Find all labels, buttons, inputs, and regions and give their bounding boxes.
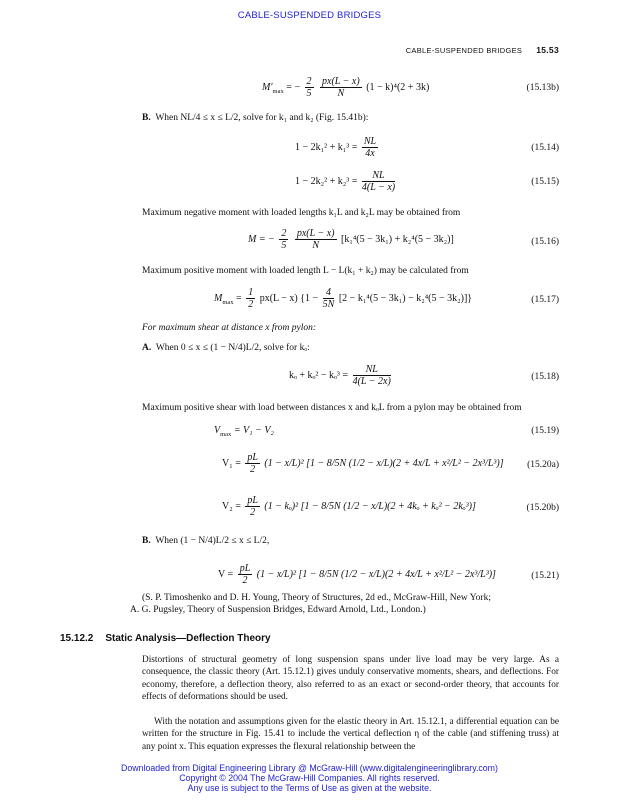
equation-15-19: $V_{max} = V_1 - V_2$ [214, 425, 274, 438]
footer-download-line: Downloaded from Digital Engineering Library @ McGraw-Hill (www.digitalengineeringlibrary.com) [121, 763, 498, 773]
page-number: 15.53 [536, 45, 559, 55]
equation-number: (15.18) [531, 372, 559, 382]
body-paragraph: Distortions of structural geometry of long suspension spans under live load may be very large. As a consequence, the classic theory (Art. 15.12.1) gives unduly conservative moments, shears, and deflections. For economy, therefore, a deflection theory, also referred to as an exact or second-order theory, that accounts for effects of deformations should be used. [142, 655, 559, 702]
references [142, 592, 559, 605]
equation-number: (15.21) [531, 571, 559, 581]
equation-number: (15.20b) [526, 503, 559, 513]
case-b1-line: B. When NL/4 ≤ x ≤ L/2, solve for k₁ and k₂ (Fig. 15.41b): [142, 113, 369, 123]
body-paragraph: With the notation and assumptions given for the elastic theory in Art. 15.12.1, a differential equation can be written for the structure in Fig. 15.41 to include the vertical deflection η of the cable (and stiffening truss) at any point x. This equation expresses the flexural relationship between the [142, 717, 559, 752]
equation-number: (15.15) [531, 177, 559, 187]
running-head [406, 45, 559, 55]
positive-moment-text: Maximum positive moment with loaded length L − L(k₁ + k₂) may be calculated from [142, 266, 469, 276]
footer-copyright-line: Copyright © 2004 The McGraw-Hill Companies. All rights reserved. [179, 773, 440, 783]
section-number: 15.12.2 [60, 633, 94, 644]
case-a-line: A. When 0 ≤ x ≤ (1 − N/4)L/2, solve for kₒ: [142, 343, 310, 353]
equation-15-20b: V₂ = $\frac{pL}{2}$ (1 − kₒ)² [1 − 8/5N (1/2 − x/L)(2 + 4kₒ + kₒ² − 2kₒ³)] [222, 495, 476, 518]
footer-terms-line: Any use is subject to the Terms of Use as given at the website. [187, 783, 432, 793]
equation-15-21: V = $\frac{pL}{2}$ (1 − x/L)² [1 − 8/5N (1/2 − x/L)(2 + 4x/L + x²/L² − 2x³/L³)] [218, 563, 496, 586]
reference-line: (S. P. Timoshenko and D. H. Young, Theory of Structures, 2d ed., McGraw-Hill, New York; [142, 593, 491, 603]
max-shear-intro: For maximum shear at distance x from pylon: [142, 323, 317, 333]
running-head-title: CABLE-SUSPENDED BRIDGES [405, 46, 523, 55]
equation-15-18: kₒ + kₒ² − kₒ³ = $\frac{NL}{4(L - 2x)}$ [289, 364, 391, 387]
equation-number: (15.16) [531, 237, 559, 247]
equation-15-13b: $M'_{max}$ = − $\frac{2}{5}$ $\frac{px(L - x)}{N}$ (1 − k)⁴(2 + 3k) [262, 76, 430, 99]
case-b2-line: B. When (1 − N/4)L/2 ≤ x ≤ L/2, [142, 536, 270, 546]
equation-15-15: 1 − 2k₂² + k₂³ = $\frac{NL}{4(L - x)}$ [295, 170, 396, 193]
equation-number: (15.19) [531, 426, 559, 436]
reference-line: A. G. Pugsley, Theory of Suspension Bridges, Edward Arnold, Ltd., London.) [130, 605, 426, 615]
equation-number: (15.13b) [526, 83, 559, 93]
equation-15-14: 1 − 2k₁² + k₁³ = $\frac{NL}{4x}$ [295, 136, 377, 159]
equation-number: (15.17) [531, 295, 559, 305]
section-heading [60, 633, 271, 644]
equation-15-20a: V₁ = $\frac{pL}{2}$ (1 − x/L)² [1 − 8/5N (1/2 − x/L)(2 + 4x/L + x²/L² − 2x³/L³)] [222, 452, 504, 475]
equation-15-17: $M_{max}$ = $\frac{1}{2}$ px(L − x) {1 − $\frac{4}{5N}$ [2 − k₁⁴(5 − 3k₁) − k₂⁴(5 − 3k₂)]} [214, 287, 473, 310]
equation-15-16: M = − $\frac{2}{5}$ $\frac{px(L - x)}{N}$ [k₁⁴(5 − 3k₁) + k₂⁴(5 − 3k₂)] [248, 228, 454, 251]
chapter-banner: CABLE-SUSPENDED BRIDGES [237, 10, 382, 21]
equation-number: (15.14) [531, 143, 559, 153]
equation-number: (15.20a) [527, 460, 559, 470]
negative-moment-text: Maximum negative moment with loaded lengths k₁L and k₂L may be obtained from [142, 208, 461, 218]
positive-shear-text: Maximum positive shear with load between distances x and kₒL from a pylon may be obtained from [142, 403, 522, 413]
section-title: Static Analysis—Deflection Theory [105, 633, 271, 644]
